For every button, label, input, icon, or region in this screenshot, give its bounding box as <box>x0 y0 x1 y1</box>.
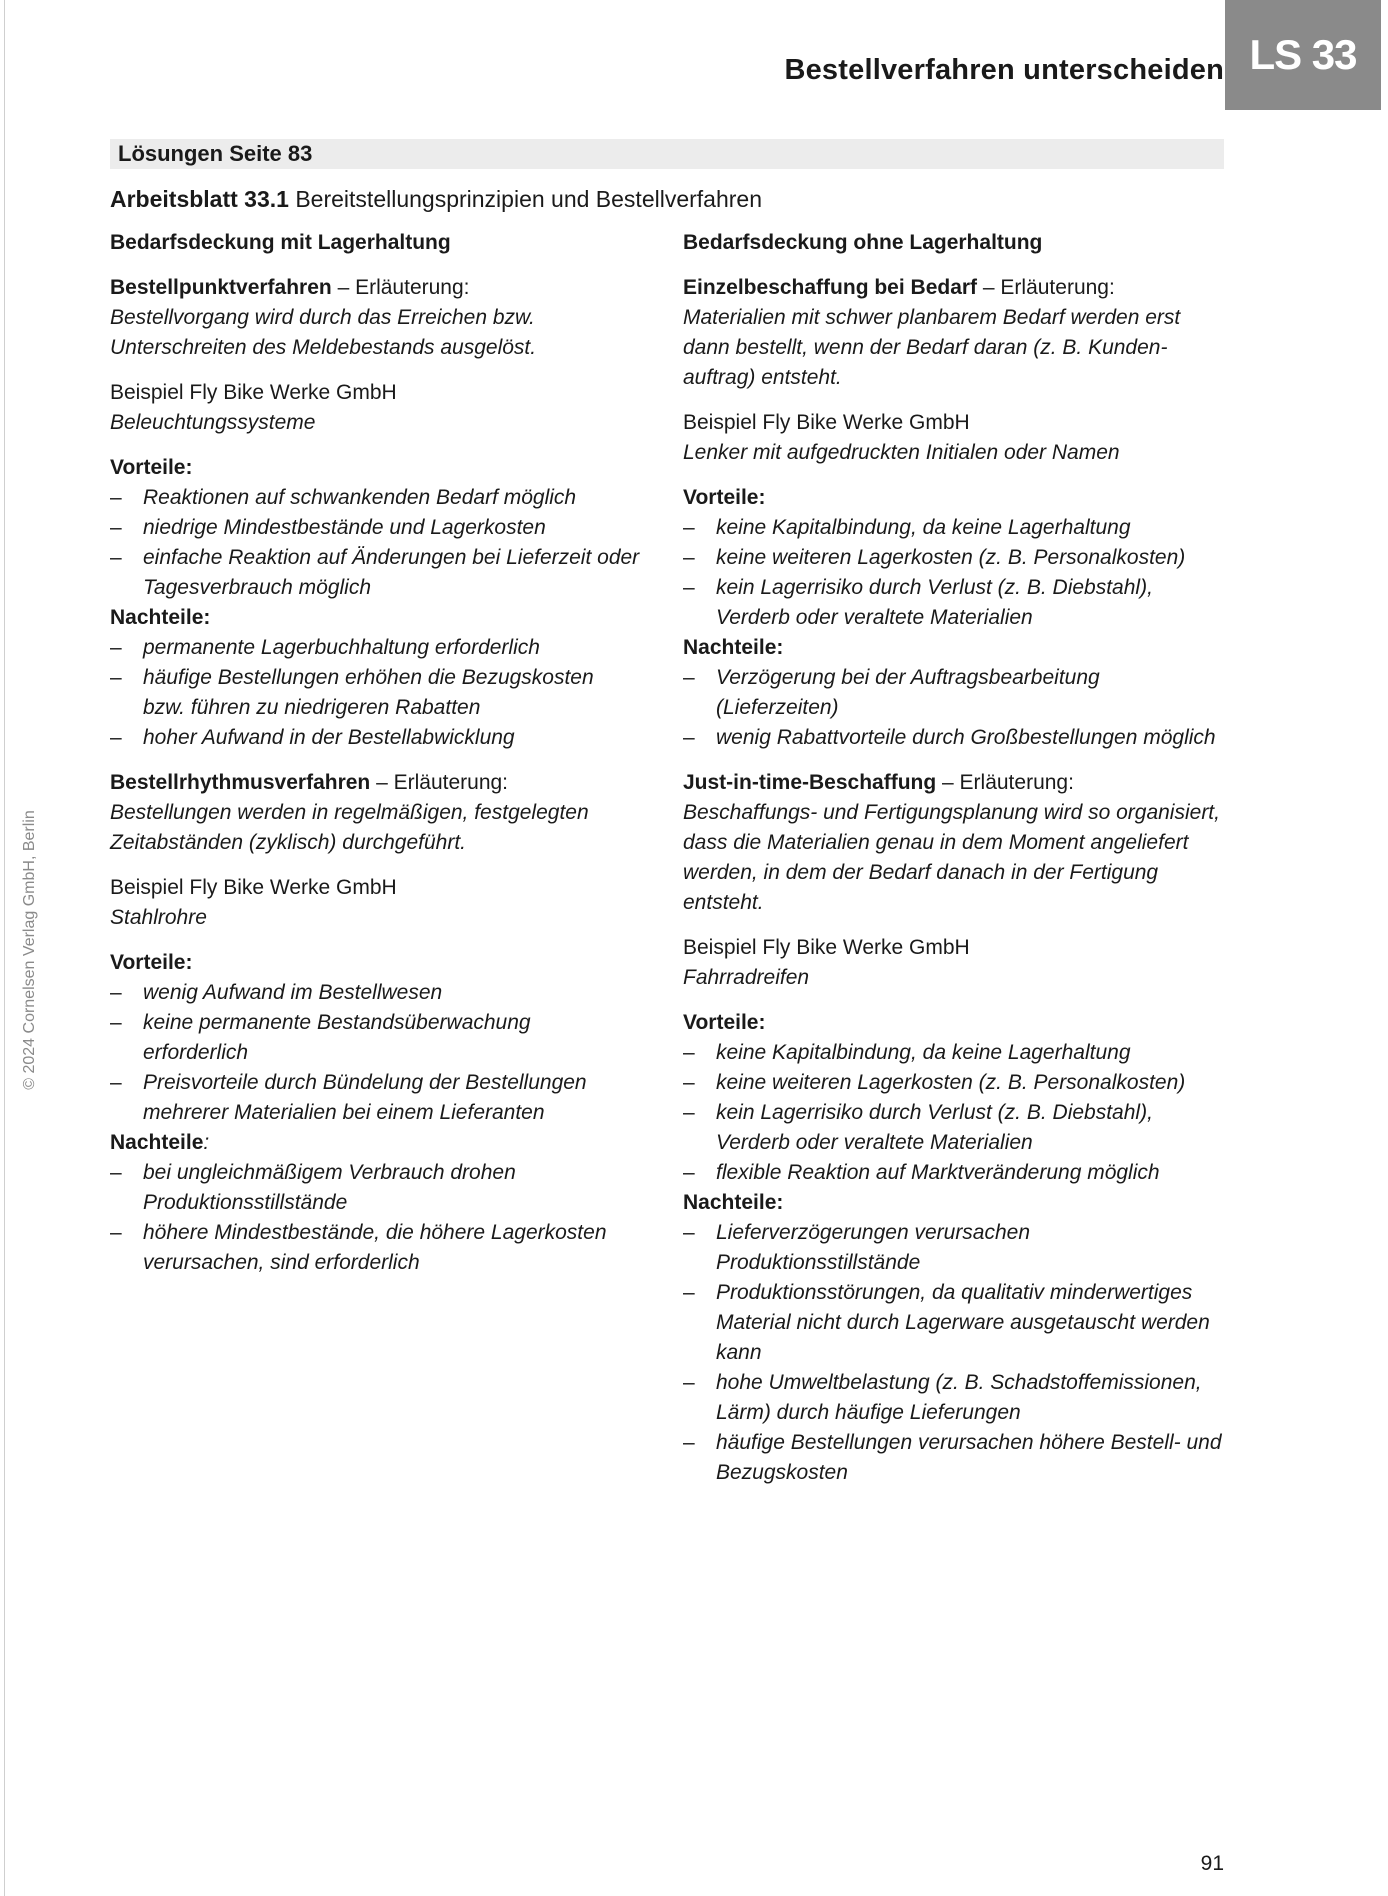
list-item-text: keine Kapitalbindung, da keine Lagerhaltung <box>716 516 1131 539</box>
page-edge <box>4 0 5 1896</box>
example-value: Lenker mit aufgedruckten Initialen oder Namen <box>683 441 1120 464</box>
pros-label: Vorteile: <box>683 1011 766 1034</box>
list-item <box>683 1158 1223 1188</box>
method-name: Bestellrhythmusverfahren <box>110 771 371 794</box>
list-item-text: kein Lagerrisiko durch Verlust (z. B. Diebstahl), Verderb oder veraltete Materialien <box>716 1101 1153 1154</box>
list-item-text: permanente Lagerbuchhaltung erforderlich <box>143 636 540 659</box>
list-item <box>683 1098 1223 1158</box>
pros-list <box>683 513 1223 633</box>
dash-icon: – <box>110 1071 122 1094</box>
dash-icon: – <box>110 726 122 749</box>
list-item-text: wenig Aufwand im Bestellwesen <box>143 981 443 1004</box>
list-item <box>683 543 1223 573</box>
cons-list <box>683 663 1223 753</box>
dash-icon: – <box>683 516 695 539</box>
dash-icon: – <box>683 726 695 749</box>
dash-icon: – <box>683 1041 695 1064</box>
worksheet-heading <box>110 184 762 214</box>
list-item-text: bei ungleichmäßigem Verbrauch drohen Produktionsstillstände <box>143 1161 516 1214</box>
list-item <box>110 1008 640 1068</box>
list-item-text: Preisvorteile durch Bündelung der Bestellungen mehrerer Materialien bei einem Lieferanten <box>143 1071 587 1124</box>
list-item <box>683 1068 1223 1098</box>
list-item <box>683 1428 1223 1488</box>
dash-icon: – <box>110 666 122 689</box>
method-explanation <box>110 273 640 363</box>
method-explanation-text: Beschaffungs- und Fertigungsplanung wird so organisiert, dass die Materialien genau in dem Moment angeliefert werden, in dem der Bedarf danach in der Fertigung entsteht. <box>683 801 1220 914</box>
example-value: Stahlrohre <box>110 906 207 929</box>
list-item <box>683 663 1223 723</box>
cons-list <box>110 633 640 753</box>
list-item-text: kein Lagerrisiko durch Verlust (z. B. Diebstahl), Verderb oder veraltete Materialien <box>716 576 1153 629</box>
right-column <box>683 228 1223 1488</box>
example-label: Beispiel Fly Bike Werke GmbH <box>110 381 397 404</box>
cons-label: Nachteile: <box>683 636 784 659</box>
list-item-text: keine permanente Bestandsüberwachung erforderlich <box>143 1011 531 1064</box>
list-item <box>683 723 1223 753</box>
worksheet-title: Bereitstellungsprinzipien und Bestellverfahren <box>295 186 763 212</box>
list-item-text: Reaktionen auf schwankenden Bedarf möglich <box>143 486 577 509</box>
list-item-text: häufige Bestellungen verursachen höhere Bestell- und Bezugskosten <box>716 1431 1222 1484</box>
method-name: Bestellpunktverfahren <box>110 276 332 299</box>
example-value: Beleuchtungssysteme <box>110 411 316 434</box>
cons-label: Nachteile: <box>110 606 211 629</box>
dash-icon: – <box>110 981 122 1004</box>
list-item-text: höhere Mindestbestände, die höhere Lagerkosten verursachen, sind erforderlich <box>143 1221 607 1274</box>
pros-list <box>110 483 640 603</box>
cons-list <box>683 1218 1223 1488</box>
list-item-text: keine weiteren Lagerkosten (z. B. Personalkosten) <box>716 546 1186 569</box>
dash-icon: – <box>110 516 122 539</box>
pros-label: Vorteile: <box>110 456 193 479</box>
copyright-note: © 2024 Cornelsen Verlag GmbH, Berlin <box>21 810 38 1090</box>
ls-badge: LS 33 <box>1225 0 1381 110</box>
method-name: Einzelbeschaffung bei Bedarf <box>683 276 978 299</box>
list-item <box>683 1218 1223 1278</box>
list-item <box>110 1218 640 1278</box>
worksheet-label: Arbeitsblatt 33.1 <box>110 186 289 212</box>
method-suffix: – Erläuterung: <box>331 276 470 299</box>
list-item <box>683 513 1223 543</box>
list-item-text: keine Kapitalbindung, da keine Lagerhaltung <box>716 1041 1131 1064</box>
method-explanation <box>110 768 640 858</box>
page-number: 91 <box>1200 1852 1224 1875</box>
dash-icon: – <box>683 1071 695 1094</box>
list-item <box>110 1158 640 1218</box>
dash-icon: – <box>683 546 695 569</box>
method-explanation-text: Bestellungen werden in regelmäßigen, festgelegten Zeitabständen (zyklisch) durchgeführt. <box>110 801 589 854</box>
list-item <box>110 663 640 723</box>
column-heading: Bedarfsdeckung ohne Lagerhaltung <box>683 231 1043 254</box>
dash-icon: – <box>110 486 122 509</box>
example-label: Beispiel Fly Bike Werke GmbH <box>683 936 970 959</box>
method-explanation <box>683 768 1223 918</box>
solutions-bar: Lösungen Seite 83 <box>110 139 1224 169</box>
dash-icon: – <box>683 666 695 689</box>
pros-list <box>110 978 640 1128</box>
dash-icon: – <box>683 576 695 599</box>
left-column <box>110 228 640 1278</box>
list-item <box>683 1038 1223 1068</box>
list-item <box>683 1368 1223 1428</box>
dash-icon: – <box>110 546 122 569</box>
dash-icon: – <box>683 1371 695 1394</box>
dash-icon: – <box>110 636 122 659</box>
list-item <box>683 1278 1223 1368</box>
list-item-text: Verzögerung bei der Auftragsbearbeitung (Lieferzeiten) <box>716 666 1100 719</box>
list-item <box>110 723 640 753</box>
list-item-text: hohe Umweltbelastung (z. B. Schadstoffemissionen, Lärm) durch häufige Lieferungen <box>716 1371 1202 1424</box>
list-item-text: wenig Rabattvorteile durch Großbestellungen möglich <box>716 726 1216 749</box>
example-label: Beispiel Fly Bike Werke GmbH <box>683 411 970 434</box>
cons-label: Nachteile: <box>683 1191 784 1214</box>
method-explanation-text: Materialien mit schwer planbarem Bedarf werden erst dann bestellt, wenn der Bedarf daran (z. B. Kunden-auftrag) entsteht. <box>683 306 1181 389</box>
dash-icon: – <box>110 1221 122 1244</box>
pros-label: Vorteile: <box>683 486 766 509</box>
example-value: Fahrradreifen <box>683 966 810 989</box>
list-item <box>110 978 640 1008</box>
example-block <box>683 408 1223 468</box>
dash-icon: – <box>110 1161 122 1184</box>
method-explanation-text: Bestellvorgang wird durch das Erreichen bzw. Unterschreiten des Meldebestands ausgelöst. <box>110 306 537 359</box>
method-name: Just-in-time-Beschaffung <box>683 771 937 794</box>
list-item-text: hoher Aufwand in der Bestellabwicklung <box>143 726 515 749</box>
dash-icon: – <box>683 1431 695 1454</box>
cons-list <box>110 1158 640 1278</box>
method-explanation <box>683 273 1223 393</box>
list-item <box>110 483 640 513</box>
list-item <box>110 543 640 603</box>
dash-icon: – <box>683 1161 695 1184</box>
list-item-text: keine weiteren Lagerkosten (z. B. Personalkosten) <box>716 1071 1186 1094</box>
dash-icon: – <box>683 1281 695 1304</box>
method-suffix: – Erläuterung: <box>977 276 1115 299</box>
cons-label: Nachteile <box>110 1131 204 1154</box>
cons-colon: : <box>203 1131 210 1154</box>
list-item-text: flexible Reaktion auf Marktveränderung möglich <box>716 1161 1160 1184</box>
dash-icon: – <box>683 1221 695 1244</box>
list-item <box>110 633 640 663</box>
pros-cons-block <box>683 1008 1223 1488</box>
example-label: Beispiel Fly Bike Werke GmbH <box>110 876 397 899</box>
list-item <box>110 1068 640 1128</box>
pros-cons-block <box>110 948 640 1278</box>
method-suffix: – Erläuterung: <box>936 771 1074 794</box>
pros-list <box>683 1038 1223 1188</box>
dash-icon: – <box>683 1101 695 1124</box>
dash-icon: – <box>110 1011 122 1034</box>
list-item <box>110 513 640 543</box>
list-item-text: Lieferverzögerungen verursachen Produktionsstillstände <box>716 1221 1031 1274</box>
method-suffix: – Erläuterung: <box>370 771 509 794</box>
pros-cons-block <box>683 483 1223 753</box>
example-block <box>110 873 640 933</box>
list-item-text: häufige Bestellungen erhöhen die Bezugskosten bzw. führen zu niedrigeren Rabatten <box>143 666 594 719</box>
column-heading: Bedarfsdeckung mit Lagerhaltung <box>110 231 451 254</box>
list-item-text: einfache Reaktion auf Änderungen bei Lieferzeit oder Tagesverbrauch möglich <box>143 546 640 599</box>
example-block <box>683 933 1223 993</box>
page-title: Bestellverfahren unterscheiden <box>784 54 1224 86</box>
list-item <box>683 573 1223 633</box>
list-item-text: niedrige Mindestbestände und Lagerkosten <box>143 516 546 539</box>
list-item-text: Produktionsstörungen, da qualitativ minderwertiges Material nicht durch Lagerware ausgetauscht werden kann <box>716 1281 1210 1364</box>
cons-heading <box>110 1128 640 1158</box>
example-block <box>110 378 640 438</box>
pros-label: Vorteile: <box>110 951 193 974</box>
pros-cons-block <box>110 453 640 753</box>
